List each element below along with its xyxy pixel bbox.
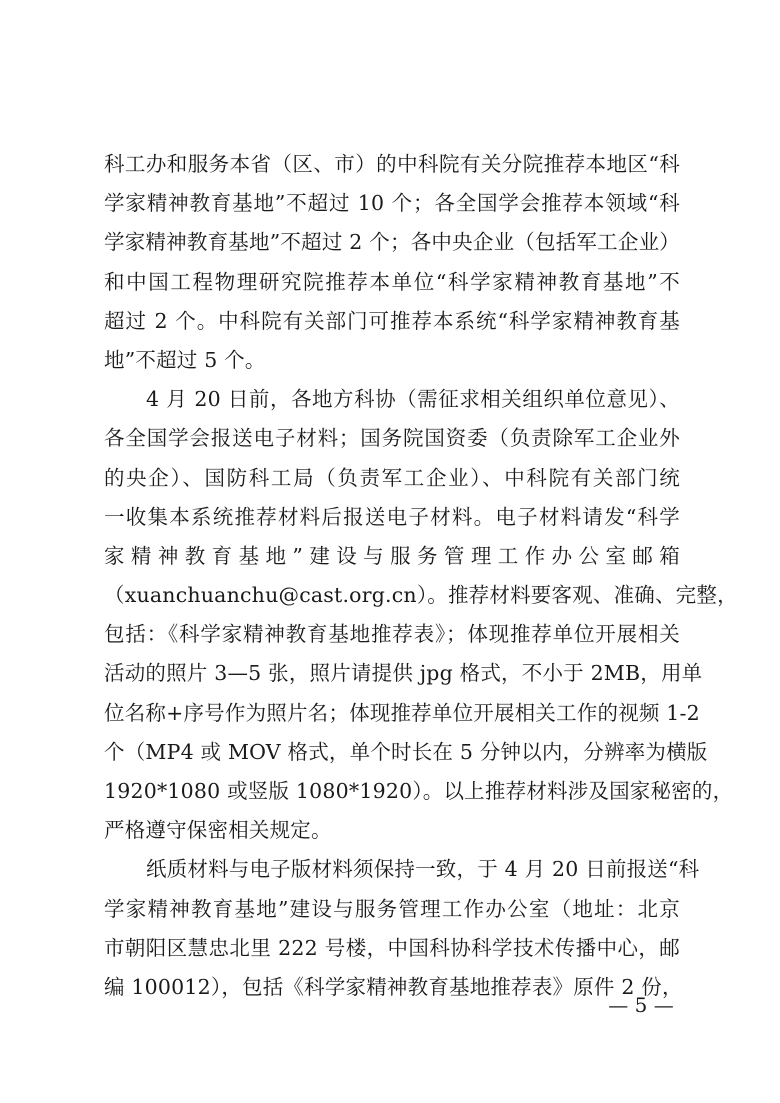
- text-line: 学家精神教育基地”建设与服务管理工作办公室（地址：北京: [104, 896, 680, 921]
- text-line: 家精神教育基地”建设与服务管理工作办公室邮箱: [104, 543, 680, 568]
- paragraph-first-line: 4 月 20 日前，各地方科协（需征求相关组织单位意见）、: [146, 387, 680, 412]
- text-line: 学家精神教育基地”不超过 10 个；各全国学会推荐本领域“科: [104, 191, 680, 216]
- text-line: 活动的照片 3—5 张，照片请提供 jpg 格式，不小于 2MB，用单: [104, 661, 703, 686]
- text-line: （xuanchuanchu@cast.org.cn）。推荐材料要客观、准确、完整，: [104, 583, 738, 608]
- text-line: 位名称+序号作为照片名；体现推荐单位开展相关工作的视频 1-2: [104, 700, 700, 725]
- text-line: 1920*1080 或竖版 1080*1920）。以上推荐材料涉及国家秘密的，: [104, 779, 734, 803]
- text-line: 一收集本系统推荐材料后报送电子材料。电子材料请发“科学: [104, 504, 680, 529]
- text-line: 科工办和服务本省（区、市）的中科院有关分院推荐本地区“科: [104, 152, 680, 176]
- text-line: 个（MP4 或 MOV 格式，单个时长在 5 分钟以内，分辨率为横版: [104, 739, 708, 764]
- text-line: 各全国学会报送电子材料；国务院国资委（负责除军工企业外: [104, 426, 680, 451]
- text-line: 学家精神教育基地”不超过 2 个；各中央企业（包括军工企业）: [104, 230, 680, 255]
- text-line: 的央企）、国防科工局（负责军工企业）、中科院有关部门统: [104, 465, 680, 490]
- text-line: 和中国工程物理研究院推荐本单位“科学家精神教育基地”不: [104, 269, 680, 294]
- text-line: 地”不超过 5 个。: [104, 347, 266, 372]
- page-number: — 5 —: [608, 993, 674, 1017]
- text-line: 市朝阳区慧忠北里 222 号楼，中国科协科学技术传播中心，邮: [104, 935, 680, 960]
- text-line: 超过 2 个。中科院有关部门可推荐本系统“科学家精神教育基: [104, 308, 680, 333]
- text-line: 编 100012），包括《科学家精神教育基地推荐表》原件 2 份，: [104, 974, 683, 999]
- text-line: 严格遵守保密相关规定。: [104, 818, 332, 843]
- paragraph-first-line: 纸质材料与电子版材料须保持一致，于 4 月 20 日前报送“科: [146, 857, 700, 882]
- body-text: [104, 145, 738, 1007]
- text-line: 包括：《科学家精神教育基地推荐表》；体现推荐单位开展相关: [104, 622, 680, 647]
